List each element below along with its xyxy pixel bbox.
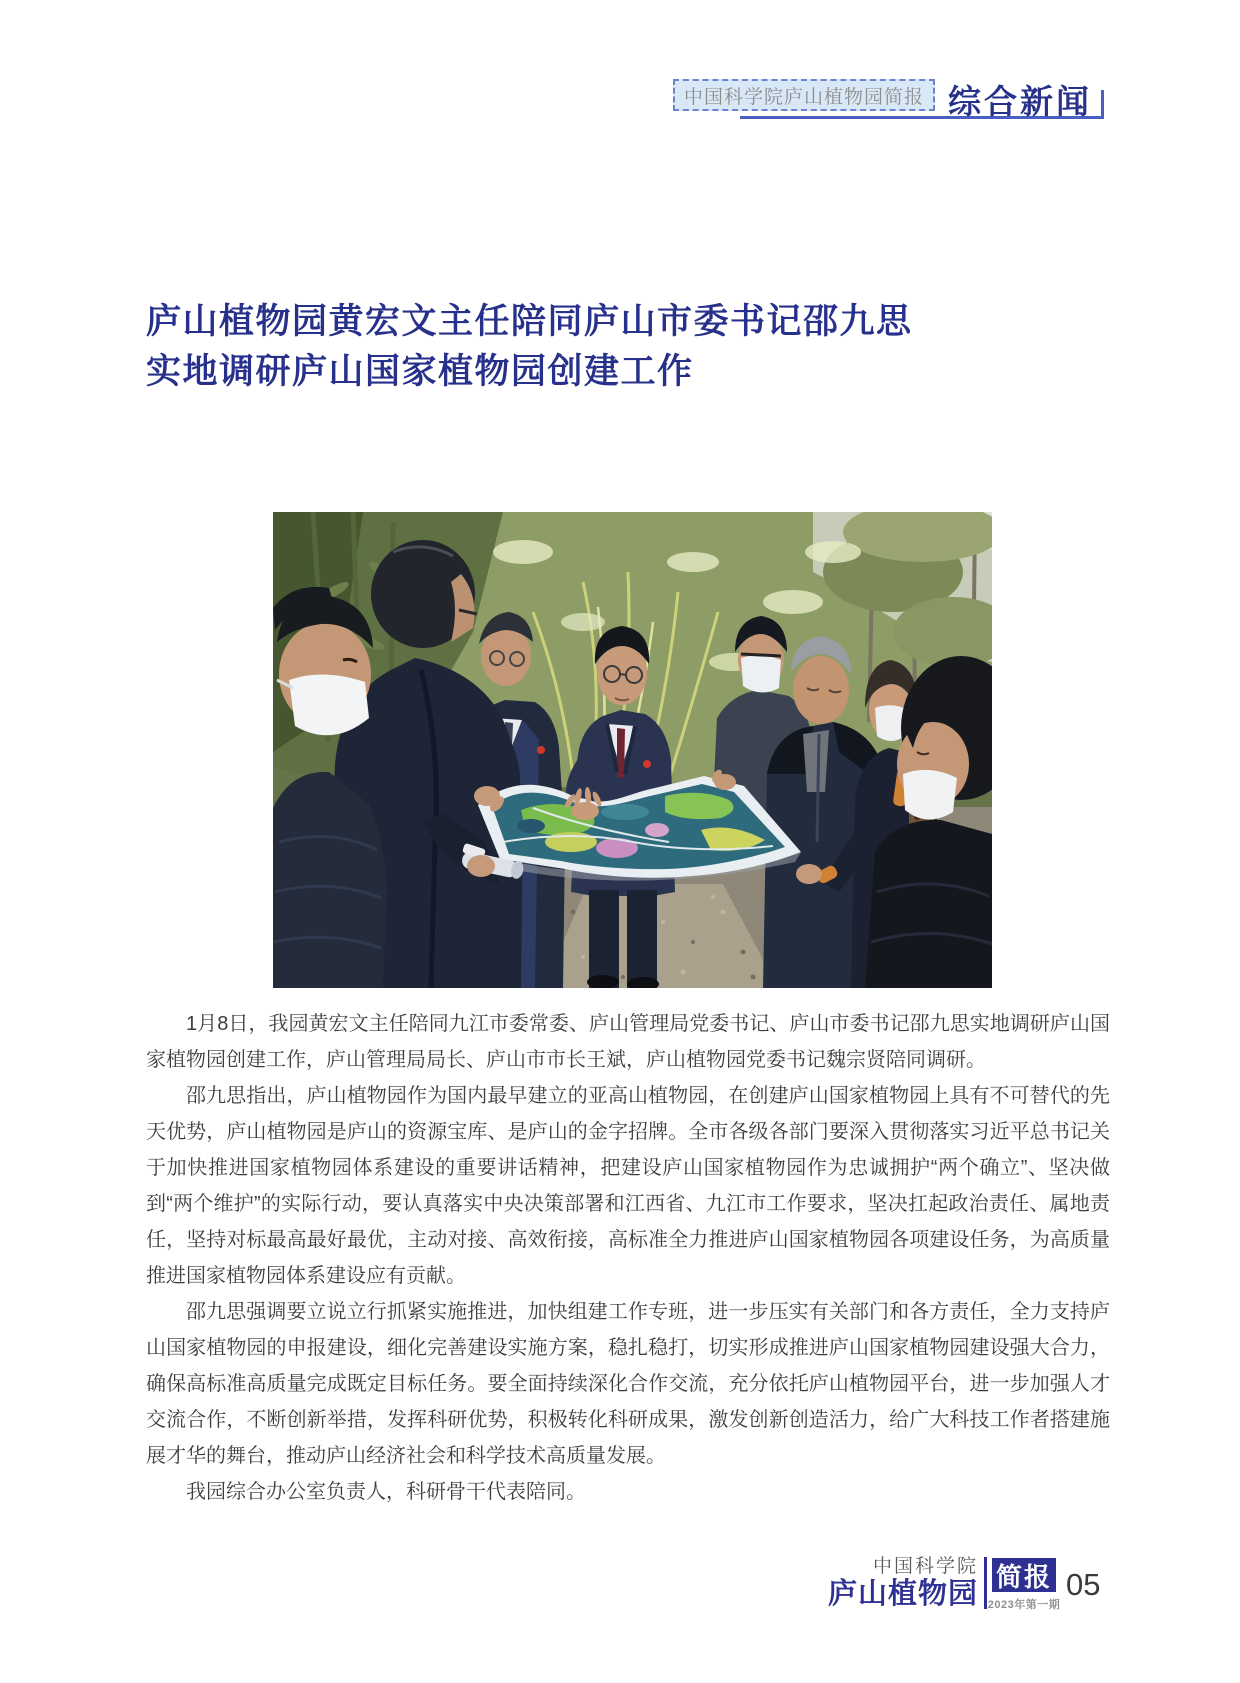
article-photo: [273, 512, 992, 988]
footer-org-cas: 中国科学院: [872, 1556, 978, 1577]
bulletin-name-box: [673, 79, 935, 111]
footer-issue: 2023年第一期: [987, 1599, 1061, 1611]
footer-badge: 简报: [992, 1558, 1056, 1592]
article-title-line2: 实地调研庐山国家植物园创建工作: [146, 352, 694, 391]
page-number: 05: [1066, 1567, 1101, 1602]
section-title: 综合新闻: [948, 83, 1092, 120]
article-title-line1: 庐山植物园黄宏文主任陪同庐山市委书记邵九思: [146, 302, 913, 341]
article-body: [146, 1006, 1110, 1510]
footer-org-garden: 庐山植物园: [827, 1578, 978, 1610]
bulletin-name: 中国科学院庐山植物园简报: [683, 86, 924, 108]
site-visit-photo-illustration: [273, 512, 992, 988]
paragraph-2: 邵九思指出，庐山植物园作为国内最早建立的亚高山植物园，在创建庐山国家植物园上具有不可替代的先天优势，庐山植物园是庐山的资源宝库、是庐山的金字招牌。全市各级各部门要深入贯彻落实习近平总书记关于加快推进国家植物园体系建设的重要讲话精神，把建设庐山国家植物园作为忠诚拥护“两个确立”、坚决做到“两个维护”的实际行动，要认真落实中央决策部署和江西省、九江市工作要求，坚决扛起政治责任、属地责任，坚持对标最高最好最优，主动对接、高效衔接，高标准全力推进庐山国家植物园各项建设任务，为高质量推进国家植物园体系建设应有贡献。: [146, 1085, 1110, 1287]
paragraph-3: 邵九思强调要立说立行抓紧实施推进，加快组建工作专班，进一步压实有关部门和各方责任，全力支持庐山国家植物园的申报建设，细化完善建设实施方案，稳扎稳打，切实形成推进庐山国家植物园建设强大合力，确保高标准高质量完成既定目标任务。要全面持续深化合作交流，充分依托庐山植物园平台，进一步加强人才交流合作，不断创新举措，发挥科研优势，积极转化科研成果，激发创新创造活力，给广大科技工作者搭建施展才华的舞台，推动庐山经济社会和科学技术高质量发展。: [146, 1301, 1110, 1467]
footer-org: [828, 1556, 978, 1610]
paragraph-4: 我园综合办公室负责人，科研骨干代表陪同。: [186, 1481, 586, 1503]
paragraph-1: 1月8日，我园黄宏文主任陪同九江市委常委、庐山管理局党委书记、庐山市委书记邵九思实地调研庐山国家植物园创建工作，庐山管理局局长、庐山市市长王斌，庐山植物园党委书记魏宗贤陪同调研。: [146, 1013, 1110, 1071]
article-title: [146, 297, 913, 397]
